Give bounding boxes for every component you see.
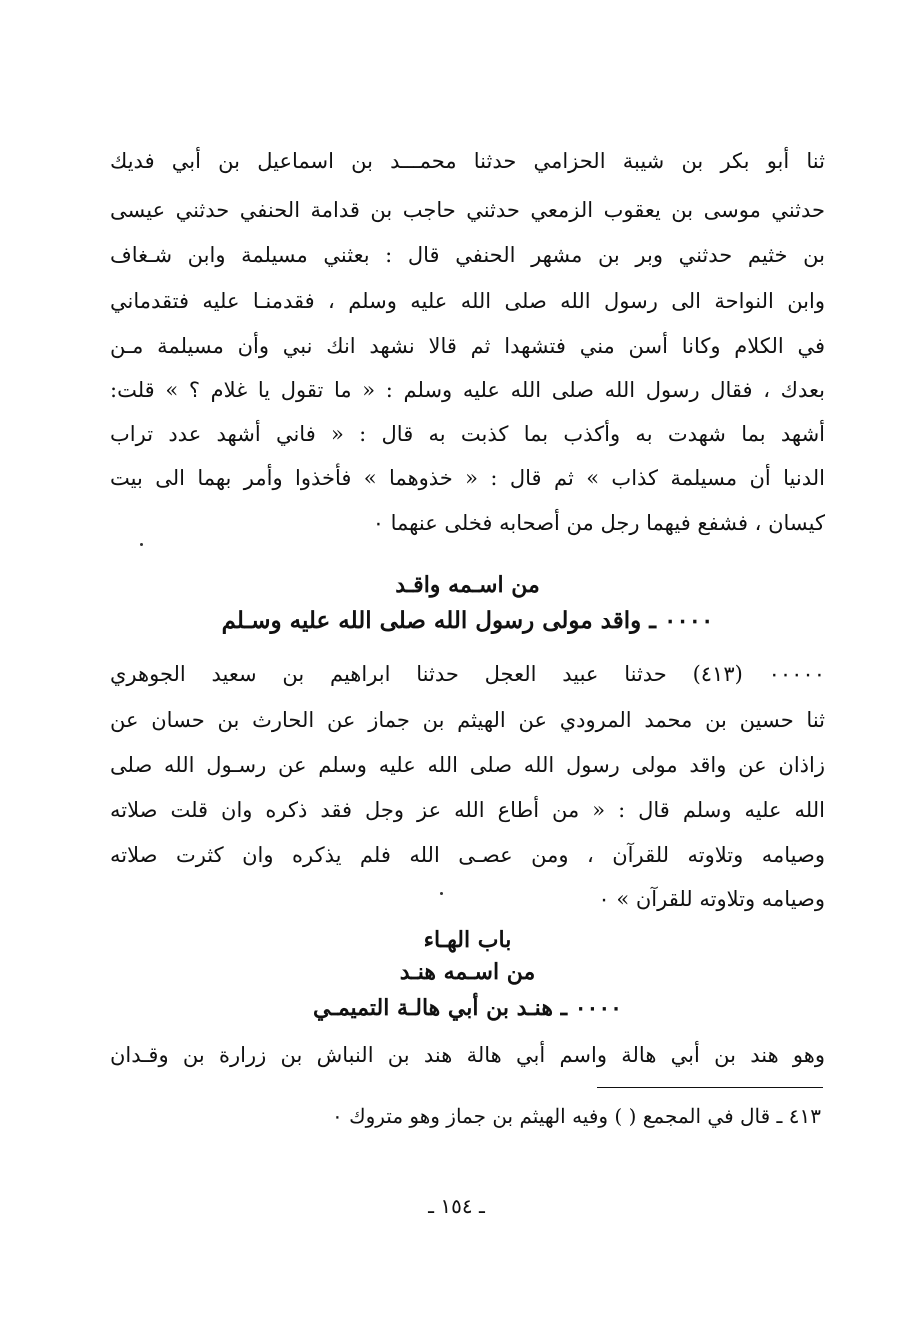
text-line: الدنيا أن مسيلمة كذاب » ثم قال : « خذوهما » فأخذوا وأمر بهما الى بيت bbox=[110, 466, 825, 490]
text-line: بعدك ، فقال رسول الله صلى الله عليه وسلم : « ما تقول يا غلام ؟ » قلت: bbox=[110, 378, 825, 402]
section-heading: من اسـمه هنـد bbox=[399, 959, 536, 985]
text-line: ٠٠٠٠٠ (٤١٣) حدثنا عبيد العجل حدثنا ابراهيم بن سعيد الجوهري bbox=[110, 662, 825, 686]
text-line: حدثني موسى بن يعقوب الزمعي حدثني حاجب بن قدامة الحنفي حدثني عيسى bbox=[110, 198, 825, 222]
text-line: بن خثيم حدثني وبر بن مشهر الحنفي قال : بعثني مسيلمة وابن شـغاف bbox=[110, 243, 825, 267]
text-line: أشهد بما شهدت به وأكذب بما كذبت به قال : « فاني أشهد عدد تراب bbox=[110, 422, 825, 446]
chapter-heading: باب الهـاء bbox=[423, 927, 512, 953]
scan-speck bbox=[140, 543, 143, 546]
text-line: وصيامه وتلاوته للقرآن » ٠ bbox=[598, 887, 825, 911]
section-heading: من اسـمه واقـد bbox=[395, 572, 540, 598]
text-line: ثنا حسين بن محمد المرودي عن الهيثم بن جماز عن الحارث بن حسان عن bbox=[110, 708, 825, 732]
text-line: زاذان عن واقد مولى رسول الله صلى الله عليه وسلم عن رسـول الله صلى bbox=[110, 753, 825, 777]
text-line: كيسان ، فشفع فيهما رجل من أصحابه فخلى عنهما ٠ bbox=[372, 511, 825, 535]
entry-heading: ٠٠٠٠ ـ واقد مولى رسول الله صلى الله عليه وسـلم bbox=[221, 607, 714, 634]
text-line: وابن النواحة الى رسول الله صلى الله عليه وسلم ، فقدمنـا عليه فتقدماني bbox=[110, 289, 825, 313]
text-line: وهو هند بن أبي هالة واسم أبي هالة هند بن النباش بن زرارة بن وقـدان bbox=[110, 1043, 825, 1067]
text-line: ثنا أبو بكر بن شيبة الحزامي حدثنا محمـــد بن اسماعيل بن أبي فديك bbox=[110, 149, 825, 173]
scan-speck bbox=[440, 892, 443, 895]
footnote-divider bbox=[597, 1087, 823, 1088]
page-number: ـ ١٥٤ ـ bbox=[428, 1194, 485, 1218]
text-line: في الكلام وكانا أسن مني فتشهدا ثم قالا نشهد انك نبي وأن مسيلمة مـن bbox=[110, 334, 825, 358]
entry-heading: ٠٠٠٠ ـ هنـد بن أبي هالـة التميمـي bbox=[313, 995, 622, 1021]
text-line: وصيامه وتلاوته للقرآن ، ومن عصـى الله فلم يذكره وان كثرت صلاته bbox=[110, 843, 825, 867]
text-line: الله عليه وسلم قال : « من أطاع الله عز وجل فقد ذكره وان قلت صلاته bbox=[110, 798, 825, 822]
footnote: ٤١٣ ـ قال في المجمع ( ) وفيه الهيثم بن جماز وهو متروك ٠ bbox=[332, 1104, 821, 1128]
